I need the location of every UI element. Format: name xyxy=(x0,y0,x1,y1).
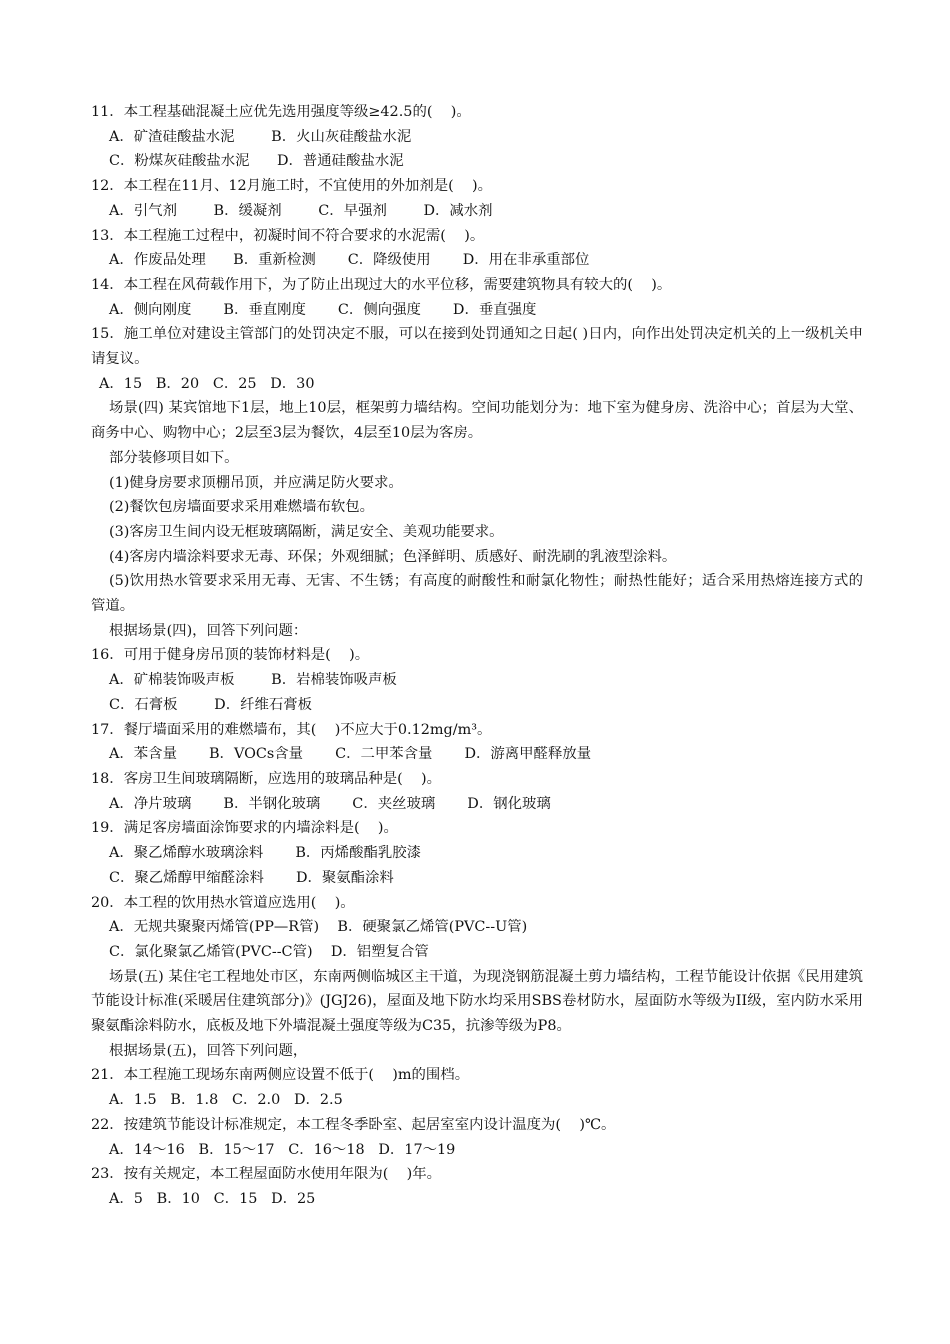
options-13: A．作废品处理 B．重新检测 C．降级使用 D．用在非承重部位 xyxy=(109,252,590,269)
question-22: 22．按建筑节能设计标准规定，本工程冬季卧室、起居室室内设计温度为( )℃。 xyxy=(91,1116,616,1133)
scenario-5: 场景(五) 某住宅工程地处市区，东南两侧临城区主干道，为现浇钢筋混凝土剪力墙结构，工程节能设计依据《民用建筑节能设计标准(采暖居住建筑部分)》(JGJ26)，屋面及地下防水均采用SBS卷材防水，屋面防水等级为II级，室内防水采用聚氨酯涂料防水，底板及地下外墙混凝土强度等级为C35，抗渗等级为P8。 xyxy=(91,968,863,1035)
options-11-cd: C．粉煤灰硅酸盐水泥 D．普通硅酸盐水泥 xyxy=(109,153,404,170)
question-15: 15．施工单位对建设主管部门的处罚决定不服，可以在接到处罚通知之日起( )日内，向作出处罚决定机关的上一级机关申请复议。 xyxy=(91,326,863,368)
scenario-4-item-5: (5)饮用热水管要求采用无毒、无害、不生锈；有高度的耐酸性和耐氯化物性；耐热性能好；适合采用热熔连接方式的管道。 xyxy=(91,573,863,615)
scenario-4-item-2: (2)餐饮包房墙面要求采用难燃墙布软包。 xyxy=(109,499,375,516)
question-17: 17．餐厅墙面采用的难燃墙布，其( )不应大于0.12mg/m³。 xyxy=(91,721,492,738)
options-19-ab: A．聚乙烯醇水玻璃涂料 B．丙烯酸酯乳胶漆 xyxy=(109,845,422,862)
question-12: 12．本工程在11月、12月施工时，不宜使用的外加剂是( )。 xyxy=(91,178,493,195)
options-16-ab: A．矿棉装饰吸声板 B．岩棉装饰吸声板 xyxy=(109,672,397,689)
exam-questions xyxy=(91,100,863,1212)
question-23: 23．按有关规定，本工程屋面防水使用年限为( )年。 xyxy=(91,1166,442,1183)
question-21: 21．本工程施工现场东南两侧应设置不低于( )m的围档。 xyxy=(91,1067,470,1084)
options-23: A．5 B．10 C．15 D．25 xyxy=(109,1190,316,1207)
options-18: A．净片玻璃 B．半钢化玻璃 C．夹丝玻璃 D．钢化玻璃 xyxy=(109,795,551,812)
options-16-cd: C．石膏板 D．纤维石膏板 xyxy=(109,696,313,713)
question-16: 16．可用于健身房吊顶的装饰材料是( )。 xyxy=(91,647,370,664)
question-11: 11．本工程基础混凝土应优先选用强度等级≥42.5的( )。 xyxy=(91,104,471,120)
scenario-4-item-3: (3)客房卫生间内设无框玻璃隔断，满足安全、美观功能要求。 xyxy=(109,523,504,540)
options-19-cd: C．聚乙烯醇甲缩醛涂料 D．聚氨酯涂料 xyxy=(109,869,394,886)
options-15: A．15 B．20 C．25 D．30 xyxy=(99,375,315,392)
scenario-4-item-1: (1)健身房要求顶棚吊顶，并应满足防火要求。 xyxy=(109,474,403,491)
scenario-4-items-intro: 部分装修项目如下。 xyxy=(109,449,239,466)
question-19: 19．满足客房墙面涂饰要求的内墙涂料是( )。 xyxy=(91,820,398,837)
options-12: A．引气剂 B．缓凝剂 C．早强剂 D．减水剂 xyxy=(109,202,493,219)
options-20-cd: C．氯化聚氯乙烯管(PVC--C管) D．铝塑复合管 xyxy=(109,943,429,960)
options-20-ab: A．无规共聚聚丙烯管(PP—R管) B．硬聚氯乙烯管(PVC--U管) xyxy=(109,919,528,936)
options-17: A．苯含量 B．VOCs含量 C．二甲苯含量 D．游离甲醛释放量 xyxy=(109,746,592,763)
scenario-4: 场景(四) 某宾馆地下1层，地上10层，框架剪力墙结构。空间功能划分为：地下室为健身房、洗浴中心；首层为大堂、商务中心、购物中心；2层至3层为餐饮，4层至10层为客房。 xyxy=(91,400,863,442)
question-18: 18．客房卫生间玻璃隔断，应选用的玻璃品种是( )。 xyxy=(91,770,442,787)
options-22: A．14～16 B．15～17 C．16～18 D．17～19 xyxy=(109,1141,456,1158)
options-11-ab: A．矿渣硅酸盐水泥 B．火山灰硅酸盐水泥 xyxy=(109,128,412,145)
question-13: 13．本工程施工过程中，初凝时间不符合要求的水泥需( )。 xyxy=(91,227,485,244)
scenario-4-item-4: (4)客房内墙涂料要求无毒、环保；外观细腻；色泽鲜明、质感好、耐洗刷的乳液型涂料。 xyxy=(109,548,677,565)
question-20: 20．本工程的饮用热水管道应选用( )。 xyxy=(91,894,355,911)
options-14: A．侧向刚度 B．垂直刚度 C．侧向强度 D．垂直强度 xyxy=(109,301,537,318)
scenario-4-prompt: 根据场景(四)，回答下列问题： xyxy=(109,622,308,639)
question-14: 14．本工程在风荷载作用下，为了防止出现过大的水平位移，需要建筑物具有较大的( )。 xyxy=(91,276,672,293)
scenario-5-prompt: 根据场景(五)，回答下列问题， xyxy=(109,1042,308,1059)
options-21: A．1.5 B．1.8 C．2.0 D．2.5 xyxy=(109,1092,343,1109)
